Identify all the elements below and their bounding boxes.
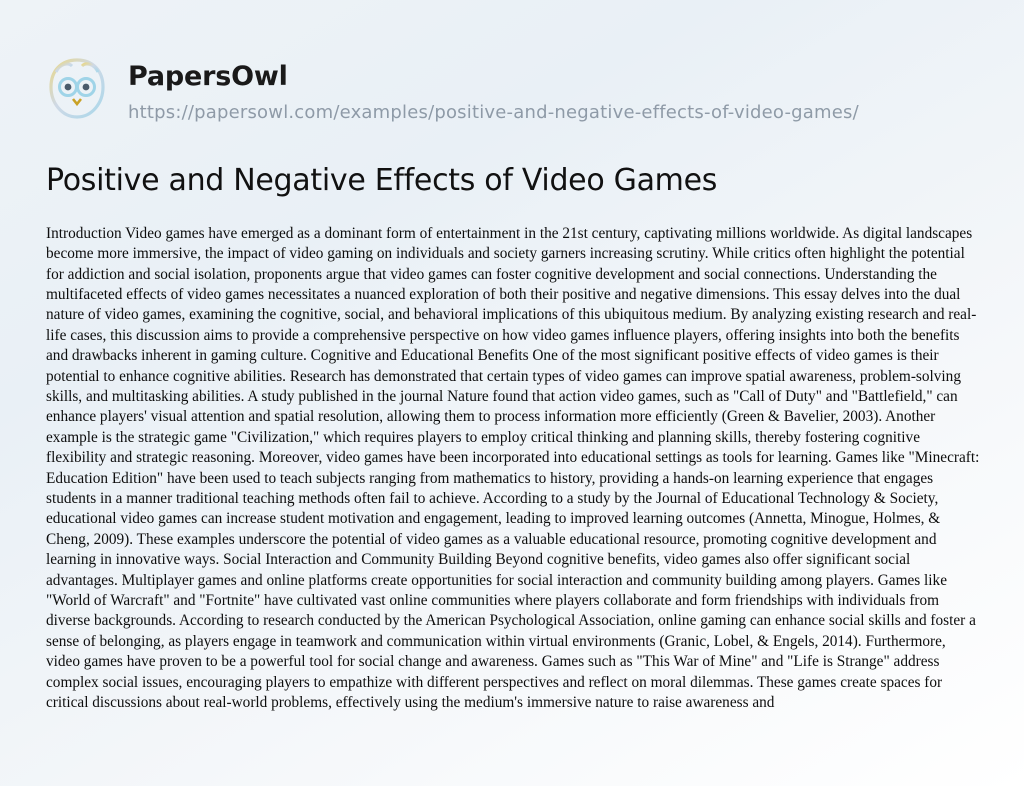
owl-logo-icon (44, 56, 110, 122)
site-header (0, 0, 1024, 123)
document-content (0, 123, 1024, 714)
brand-name: PapersOwl (128, 61, 288, 92)
essay-body-text: Introduction Video games have emerged as a dominant form of entertainment in the 21st century, captivating millions worldwide. As digital landscapes become more immersive, the impact of video gaming on individuals and society garners increasing scrutiny. While critics often highlight the potential for addiction and social isolation, proponents argue that video games can foster cognitive development and social connections. Understanding the multifaceted effects of video games necessitates a nuanced exploration of both their positive and negative dimensions. This essay delves into the dual nature of video games, examining the cognitive, social, and behavioral implications of this ubiquitous medium. By analyzing existing research and real-life cases, this discussion aims to provide a comprehensive perspective on how video games influence players, offering insights into both the benefits and drawbacks inherent in gaming culture. Cognitive and Educational Benefits One of the most significant positive effects of video games is their potential to enhance cognitive abilities. Research has demonstrated that certain types of video games can improve spatial awareness, problem-solving skills, and multitasking abilities. A study published in the journal Nature found that action video games, such as "Call of Duty" and "Battlefield," can enhance players' visual attention and spatial resolution, allowing them to process information more efficiently (Green & Bavelier, 2003). Another example is the strategic game "Civilization," which requires players to employ critical thinking and planning skills, thereby fostering cognitive flexibility and strategic reasoning. Moreover, video games have been incorporated into educational settings as tools for learning. Games like "Minecraft: Education Edition" have been used to teach subjects ranging from mathematics to history, providing a hands-on learning experience that engages students in a manner traditional teaching methods often fail to achieve. According to a study by the Journal of Educational Technology & Society, educational video games can increase student motivation and engagement, leading to improved learning outcomes (Annetta, Minogue, Holmes, & Cheng, 2009). These examples underscore the potential of video games as a valuable educational resource, promoting cognitive development and learning in innovative ways. Social Interaction and Community Building Beyond cognitive benefits, video games also offer significant social advantages. Multiplayer games and online platforms create opportunities for social interaction and community building among players. Games like "World of Warcraft" and "Fortnite" have cultivated vast online communities where players collaborate and form friendships with individuals from diverse backgrounds. According to research conducted by the American Psychological Association, online gaming can enhance social skills and foster a sense of belonging, as players engage in teamwork and communication within virtual environments (Granic, Lobel, & Engels, 2014). Furthermore, video games have proven to be a powerful tool for social change and awareness. Games such as "This War of Mine" and "Life is Strange" address complex social issues, encouraging players to empathize with different perspectives and reflect on moral dilemmas. These games create spaces for critical discussions about real-world problems, effectively using the medium's immersive nature to raise awareness and (46, 224, 980, 712)
page-title: Positive and Negative Effects of Video Games (46, 162, 718, 198)
page-url[interactable]: https://papersowl.com/examples/positive-and-negative-effects-of-video-games/ (128, 101, 859, 123)
brand-block (128, 52, 859, 123)
